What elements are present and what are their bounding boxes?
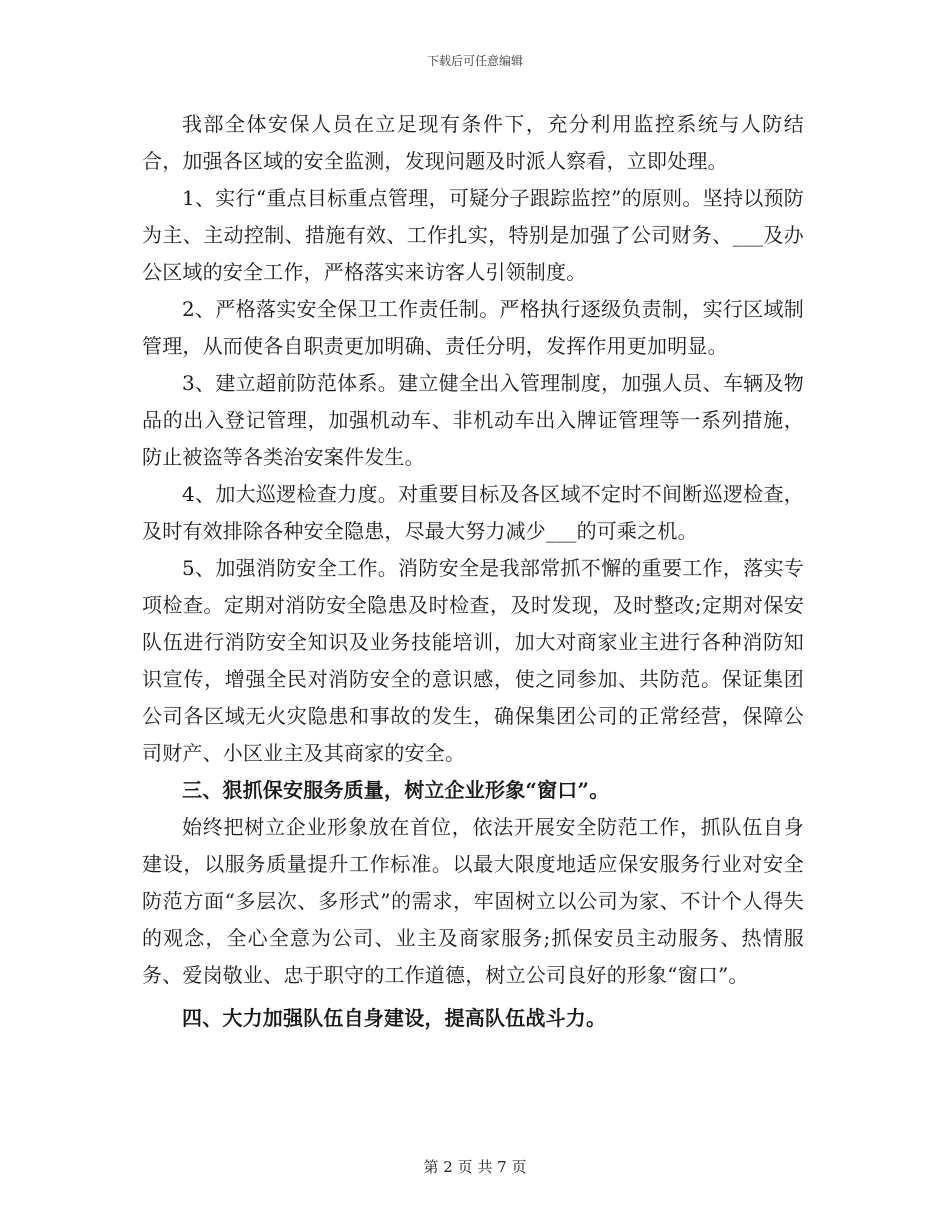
paragraph-item-2: 2、严格落实安全保卫工作责任制。严格执行逐级负责制，实行区域制管理，从而使各自职责更加明确、责任分明，发挥作用更加明显。 [142, 297, 804, 358]
document-body [142, 106, 804, 1037]
section-heading-4: 四、大力加强队伍自身建设，提高队伍战斗力。 [182, 1006, 607, 1030]
paragraph-intro: 我部全体安保人员在立足现有条件下，充分利用监控系统与人防结合，加强各区域的安全监测，发现问题及时派人察看，立即处理。 [142, 112, 804, 173]
paragraph-item-3: 3、建立超前防范体系。建立健全出入管理制度，加强人员、车辆及物品的出入登记管理，加强机动车、非机动车出入牌证管理等一系列措施，防止被盗等各类治安案件发生。 [142, 371, 804, 469]
page-header: 下载后可任意编辑 [426, 54, 523, 68]
paragraph-item-4: 4、加大巡逻检查力度。对重要目标及各区域不定时不间断巡逻检查，及时有效排除各种安全隐患，尽最大努力减少___的可乘之机。 [142, 482, 804, 543]
paragraph-item-1: 1、实行“重点目标重点管理，可疑分子跟踪监控”的原则。坚持以预防为主、主动控制、措施有效、工作扎实，特别是加强了公司财务、___及办公区域的安全工作，严格落实来访客人引领制度。 [142, 186, 804, 284]
page-footer: 第 2 页 共 7 页 [423, 1158, 527, 1176]
paragraph-section-3-body: 始终把树立企业形象放在首位，依法开展安全防范工作，抓队伍自身建设，以服务质量提升工作标准。以最大限度地适应保安服务行业对安全防范方面“多层次、多形式”的需求，牢固树立以公司为家、不计个人得失的观念，全心全意为公司、业主及商家服务;抓保安员主动服务、热情服务、爱岗敬业、忠于职守的工作道德，树立公司良好的形象“窗口”。 [142, 815, 804, 987]
paragraph-item-5: 5、加强消防安全工作。消防安全是我部常抓不懈的重要工作，落实专项检查。定期对消防安全隐患及时检查，及时发现，及时整改;定期对保安队伍进行消防安全知识及业务技能培训，加大对商家业主进行各种消防知识宣传，增强全民对消防安全的意识感，使之同参加、共防范。保证集团公司各区域无火灾隐患和事故的发生，确保集团公司的正常经营，保障公司财产、小区业主及其商家的安全。 [142, 556, 804, 765]
section-heading-3: 三、狠抓保安服务质量，树立企业形象“窗口”。 [182, 778, 610, 802]
